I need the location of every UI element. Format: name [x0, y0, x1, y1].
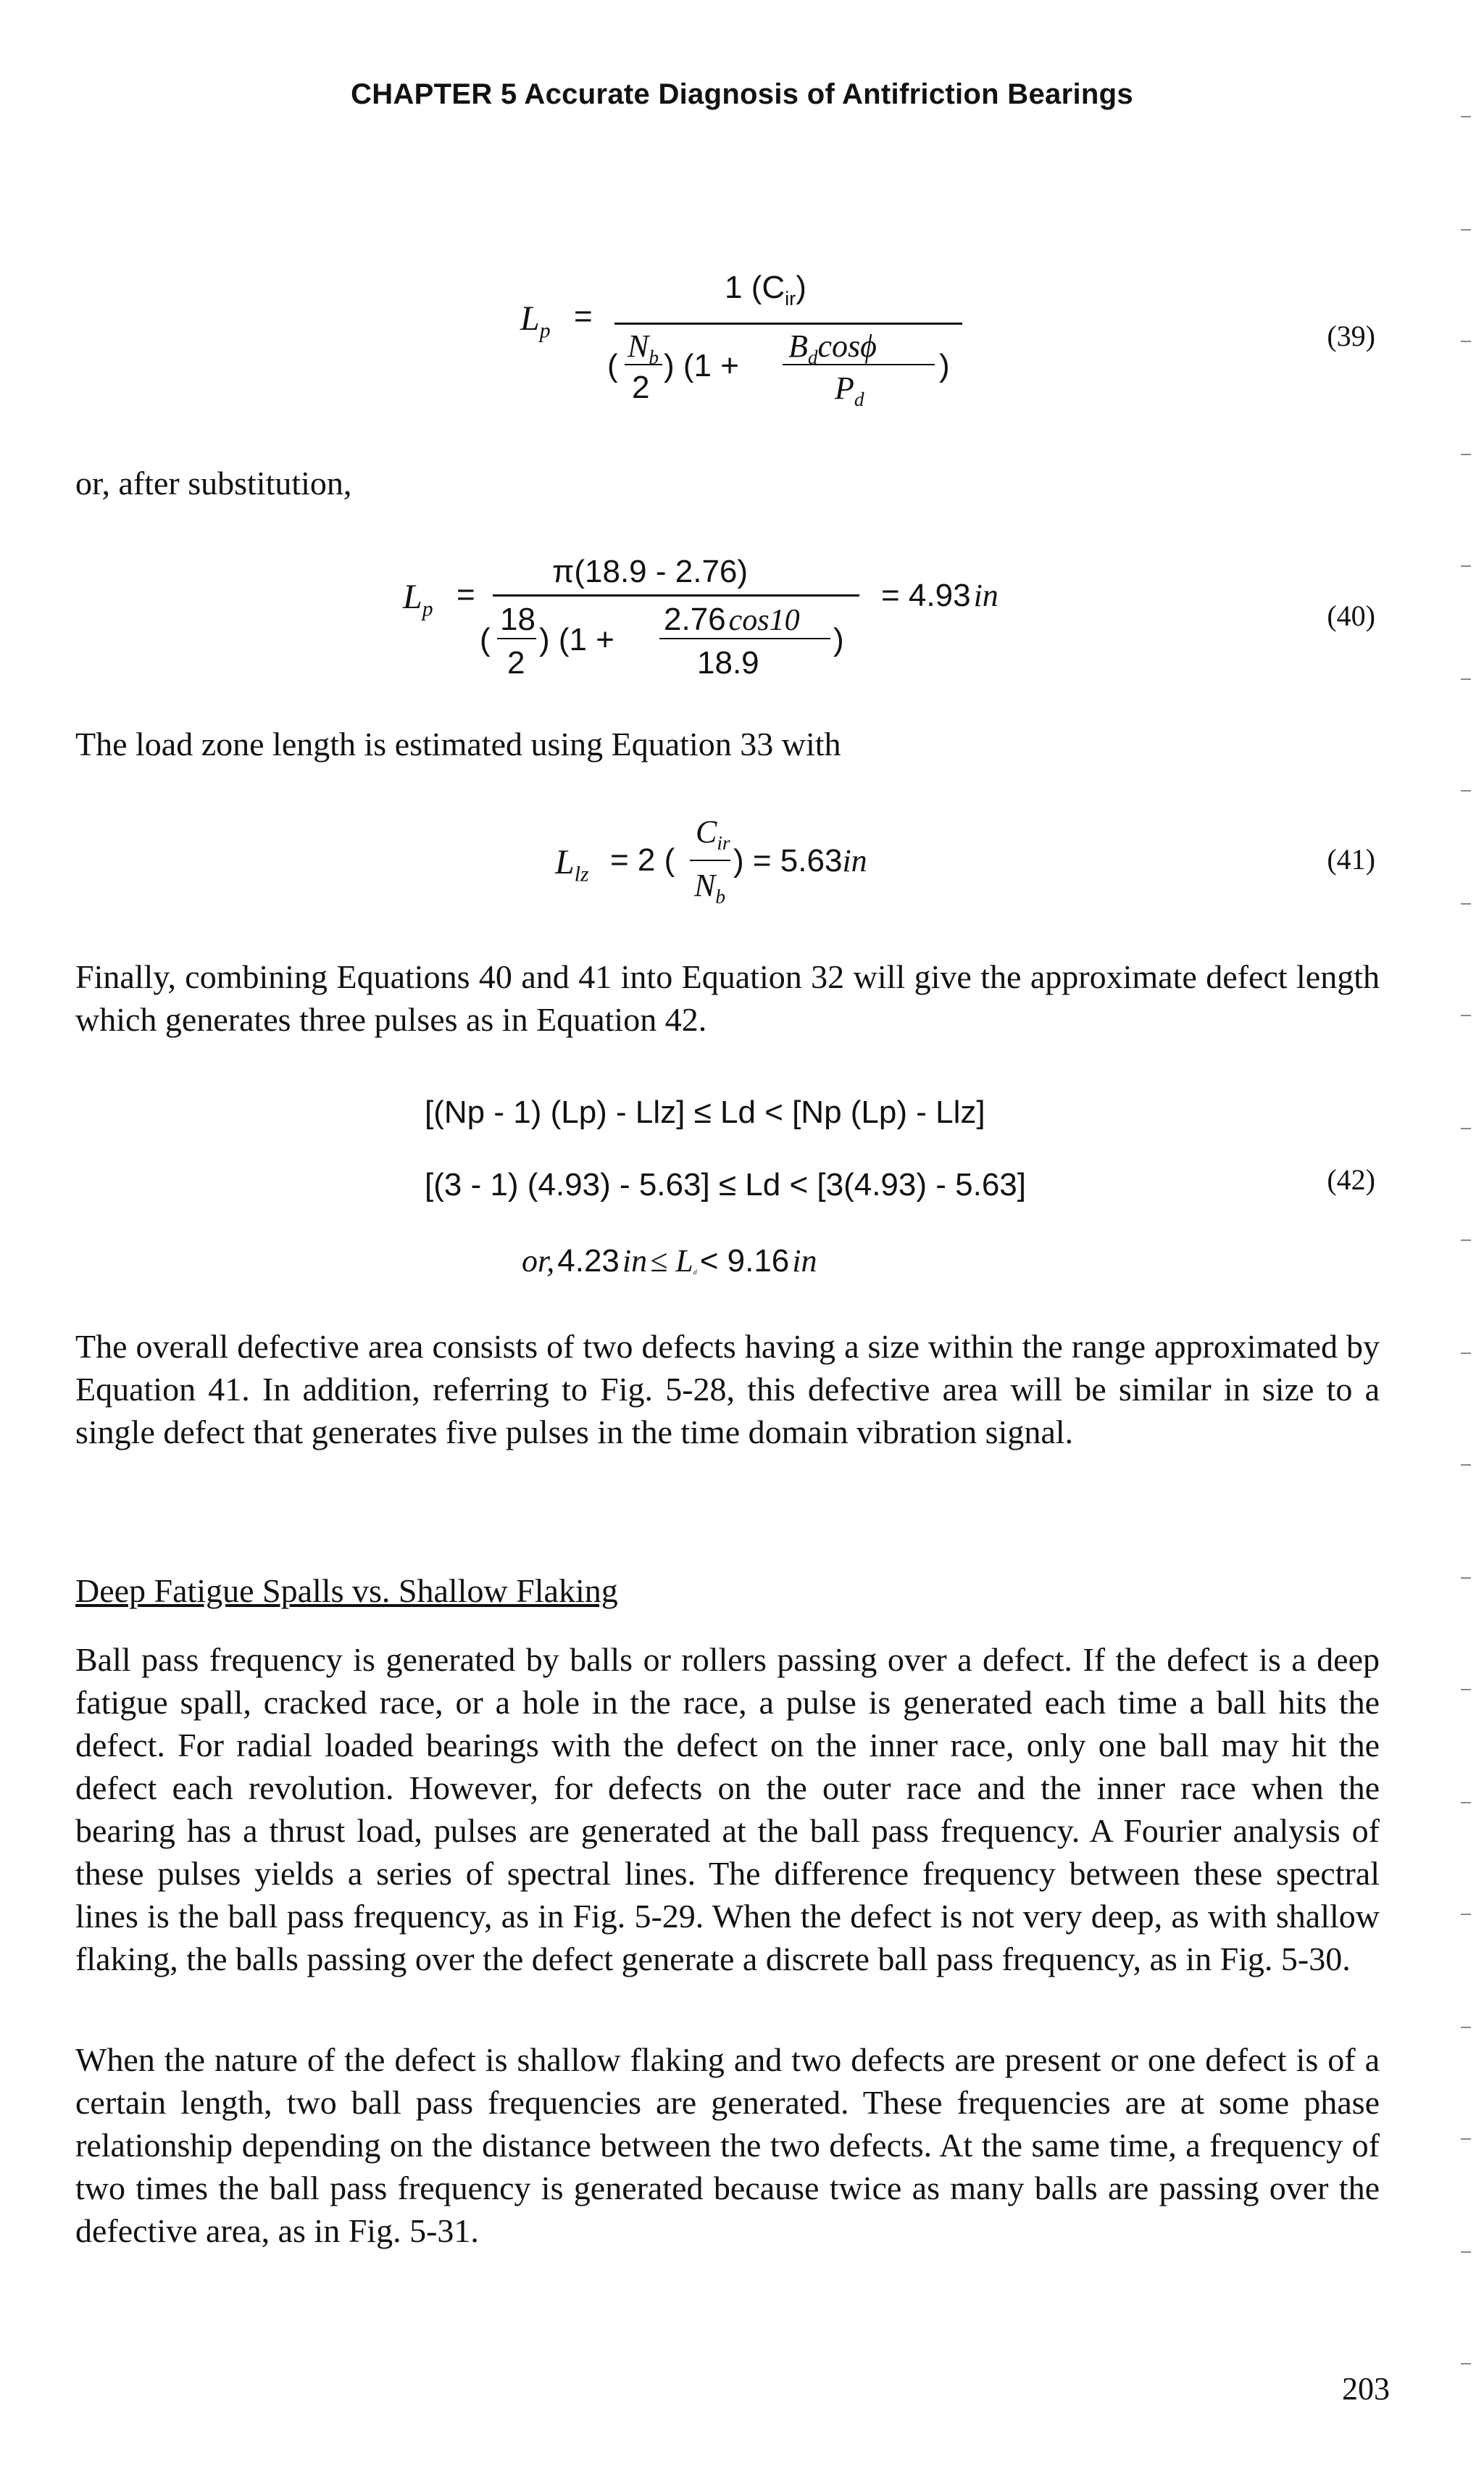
eq39-den-open: ( — [607, 348, 618, 383]
eq40-den-18: 18 — [500, 602, 535, 637]
page-number: 203 — [1342, 2371, 1390, 2406]
margin-tick — [1461, 565, 1471, 567]
margin-tick — [1461, 1802, 1471, 1803]
eq41-num: $C_{ir}$ — [696, 814, 730, 854]
eq39-equals: = — [574, 299, 593, 334]
margin-tick — [1461, 229, 1471, 231]
chapter-header: CHAPTER 5 Accurate Diagnosis of Antifriction Bearings — [351, 78, 1133, 110]
margin-tick — [1461, 790, 1471, 792]
eq40-den-open: ( — [480, 622, 491, 657]
eq40-number: (40) — [1327, 599, 1375, 632]
eq42-line-2: [(3 - 1) (4.93) - 5.63] ≤ Ld < [3(4.93) - 5.63] — [425, 1167, 1026, 1203]
eq39-fraction-bar — [614, 323, 962, 325]
eq41-fraction-bar — [690, 860, 730, 861]
section-subheading: Deep Fatigue Spalls vs. Shallow Flaking — [75, 1572, 618, 1609]
paragraph-finally: Finally, combining Equations 40 and 41 into Equation 32 will give the approximate defect length which generates three pulses as in Equation 42. — [75, 958, 1380, 1038]
eq41-lhs: $L_{lz}$ — [555, 843, 589, 886]
margin-tick — [1461, 2138, 1471, 2140]
eq39-inner-bar-2 — [783, 364, 935, 365]
margin-tick — [1461, 2027, 1471, 2028]
margin-tick — [1461, 1353, 1471, 1354]
paragraph-ball-pass: Ball pass frequency is generated by balls or rollers passing over a defect. If the defect is a deep fatigue spall, cracked race, or a hole in the race, a pulse is generated each time a ball hits the defect. For radial loaded bearings with the defect on the inner race, only one ball may hit the defect each revolution. However, for defects on the outer race and the inner race when the bearing has a thrust load, pulses are generated at the ball pass frequency. A Fourier analysis of these pulses yields a series of spectral lines. The difference frequency between these spectral lines is the ball pass frequency, as in Fig. 5-29. When the defect is not very deep, as with shallow flaking, the balls passing over the defect generate a discrete ball pass frequency, as in Fig. 5-30. — [75, 1641, 1380, 1977]
paragraph-overall: The overall defective area consists of two defects having a size within the range approximated by Equation 41. In addition, referring to Fig. 5-28, this defective area will be similar in size to a single defect that generates five pulses in the time domain vibration signal. — [75, 1328, 1380, 1450]
eq41-equals: = 2 ( — [610, 842, 675, 878]
eq39-lhs: $L_p$ — [520, 299, 551, 343]
text-load-zone: The load zone length is estimated using Equation 33 with — [75, 726, 841, 763]
eq39-inner-bar-1 — [625, 364, 662, 365]
eq40-den-189: 18.9 — [697, 645, 759, 681]
eq40-result: = 4.93 in — [881, 578, 999, 613]
paragraph-shallow-flaking: When the nature of the defect is shallow flaking and two defects are present or one defect is of a certain length, two ball pass frequencies are generated. These frequencies are at some phase relationship depending on the distance between the two defects. At the same time, a frequency of two times the ball pass frequency is generated because twice as many balls are passing over the defective area, as in Fig. 5-31. — [75, 2041, 1380, 2249]
text-after-substitution: or, after substitution, — [75, 465, 352, 502]
margin-tick — [1461, 1464, 1471, 1466]
margin-tick — [1461, 1689, 1471, 1690]
margin-tick — [1461, 1015, 1471, 1016]
eq40-inner-bar-1 — [497, 638, 536, 639]
eq39-den-close: ) — [939, 348, 950, 383]
margin-tick — [1461, 1914, 1471, 1915]
margin-tick — [1461, 2363, 1471, 2364]
margin-tick — [1461, 2251, 1471, 2253]
eq40-fraction-bar — [493, 594, 859, 597]
eq39-number: (39) — [1327, 320, 1375, 352]
eq40-den-2: 2 — [507, 645, 525, 681]
margin-tick — [1461, 341, 1471, 342]
eq41-number: (41) — [1327, 843, 1375, 876]
eq40-den-mid: ) (1 + — [539, 622, 614, 657]
eq41-den: $N_b$ — [694, 868, 725, 908]
margin-tick — [1461, 116, 1471, 117]
eq40-den-num: 2.76 cos10 — [664, 602, 800, 637]
eq39-den-two: 2 — [632, 370, 650, 405]
eq40-numerator: π(18.9 - 2.76) — [552, 554, 749, 589]
eq39-den-mid: ) (1 + — [664, 348, 739, 383]
eq40-inner-bar-2 — [659, 638, 830, 639]
eq40-equals: = — [457, 577, 475, 612]
eq40-lhs: $L_p$ — [403, 578, 433, 621]
eq39-numerator: 1 $(C_{ir})$ — [725, 270, 806, 310]
eq39-den-nb: $N_b$ — [628, 328, 659, 368]
margin-tick — [1461, 454, 1471, 455]
eq42-line-1: [(Np - 1) (Lp) - Llz] ≤ Ld < [Np (Lp) - Llz] — [425, 1095, 985, 1130]
eq41-result: ) = 5.63in — [733, 843, 867, 879]
eq39-den-bd: $B_d\cos\phi$ — [788, 328, 877, 368]
eq39-den-pd: $P_d$ — [835, 370, 864, 410]
margin-tick — [1461, 1239, 1471, 1241]
eq40-den-close: ) — [833, 622, 844, 657]
margin-tick — [1461, 678, 1471, 680]
eq42-number: (42) — [1327, 1163, 1375, 1196]
margin-tick — [1461, 1128, 1471, 1129]
margin-tick — [1461, 903, 1471, 905]
margin-tick — [1461, 1577, 1471, 1579]
eq42-line-3: or, 4.23 in ≤ $L_d < 9.16$ in — [522, 1243, 817, 1279]
